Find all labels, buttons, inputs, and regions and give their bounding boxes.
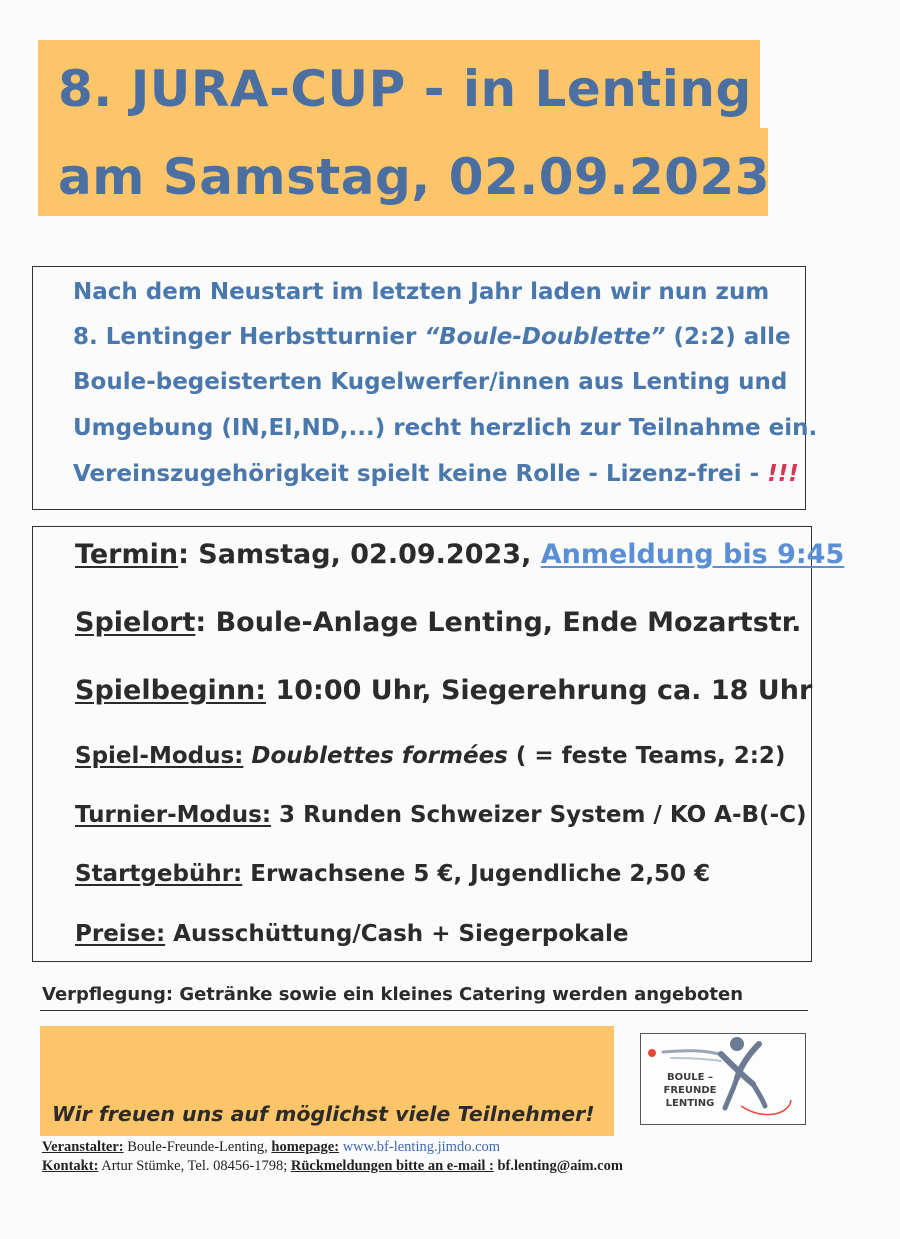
exclamation-marks: !!! (767, 461, 799, 487)
contact-value: Artur Stümke, Tel. 08456-1798; (98, 1158, 291, 1174)
intro-line-2-end: (2:2) alle (665, 324, 791, 350)
spielmodus-value: ( = feste Teams, 2:2) (507, 743, 786, 769)
details-box (32, 526, 845, 962)
page-title-line2: am Samstag, 02.09.2023 (58, 148, 771, 206)
turniermodus-label: Turnier-Modus: (75, 802, 272, 828)
email-address[interactable]: bf.lenting@aim.com (493, 1158, 623, 1174)
detail-turniermodus (75, 802, 807, 828)
turniermodus-value: 3 Runden Schweizer System / KO A-B(-C) (271, 802, 807, 828)
intro-line-3: Boule-begeisterten Kugelwerfer/innen aus Lenting und (73, 369, 788, 395)
tournament-name: “Boule-Doublette” (424, 324, 666, 350)
intro-line-2-start: 8. Lentinger Herbstturnier (73, 324, 425, 350)
intro-box (32, 266, 818, 510)
footer-organizer (42, 1139, 500, 1156)
divider (40, 1010, 808, 1011)
spielort-value: : Boule-Anlage Lenting, Ende Mozartstr. (195, 607, 802, 638)
detail-termin (75, 539, 844, 570)
closing-message: Wir freuen uns auf möglichst viele Teilnehmer! (52, 1102, 595, 1126)
logo-text-line2: FREUNDE (663, 1085, 717, 1096)
intro-line-2 (73, 324, 791, 350)
catering-note: Verpflegung: Getränke sowie ein kleines Catering werden angeboten (42, 984, 744, 1005)
homepage-label: homepage: (271, 1139, 340, 1155)
detail-spielbeginn (75, 675, 812, 706)
page-title-line1: 8. JURA-CUP - in Lenting (58, 60, 752, 118)
registration-link[interactable]: Anmeldung bis 9:45 (540, 539, 845, 570)
detail-startgebuehr (75, 861, 710, 887)
detail-preise (75, 921, 629, 947)
intro-line-1: Nach dem Neustart im letzten Jahr laden wir nun zum (73, 279, 770, 305)
club-logo (640, 1033, 806, 1125)
homepage-link[interactable]: www.bf-lenting.jimdo.com (339, 1139, 501, 1155)
spielbeginn-label: Spielbeginn: (75, 675, 267, 706)
startgebuehr-value: Erwachsene 5 €, Jugendliche 2,50 € (242, 861, 711, 887)
detail-spielmodus (75, 743, 785, 769)
spielmodus-label: Spiel-Modus: (75, 743, 244, 769)
detail-spielort (75, 607, 801, 638)
logo-text-line3: LENTING (665, 1098, 715, 1109)
intro-line-5-text: Vereinszugehörigkeit spielt keine Rolle - Lizenz-frei - (73, 461, 768, 487)
spielmodus-italic: Doublettes formées (243, 743, 508, 769)
spielbeginn-value: 10:00 Uhr, Siegerehrung ca. 18 Uhr (266, 675, 813, 706)
logo-text-line1: BOULE – (667, 1072, 713, 1083)
termin-label: Termin (75, 539, 179, 570)
organizer-value: Boule-Freunde-Lenting, (123, 1139, 272, 1155)
intro-line-5 (73, 461, 799, 487)
organizer-label: Veranstalter: (42, 1139, 124, 1155)
contact-label: Kontakt: (42, 1158, 99, 1174)
preise-label: Preise: (75, 921, 166, 947)
reply-label: Rückmeldungen bitte an e-mail : (290, 1158, 494, 1174)
intro-line-4: Umgebung (IN,EI,ND,...) recht herzlich zur Teilnahme ein. (73, 415, 818, 441)
startgebuehr-label: Startgebühr: (75, 861, 243, 887)
preise-value: Ausschüttung/Cash + Siegerpokale (165, 921, 629, 947)
termin-value: : Samstag, 02.09.2023, (178, 539, 541, 570)
footer-contact (42, 1158, 623, 1175)
spielort-label: Spielort (75, 607, 196, 638)
